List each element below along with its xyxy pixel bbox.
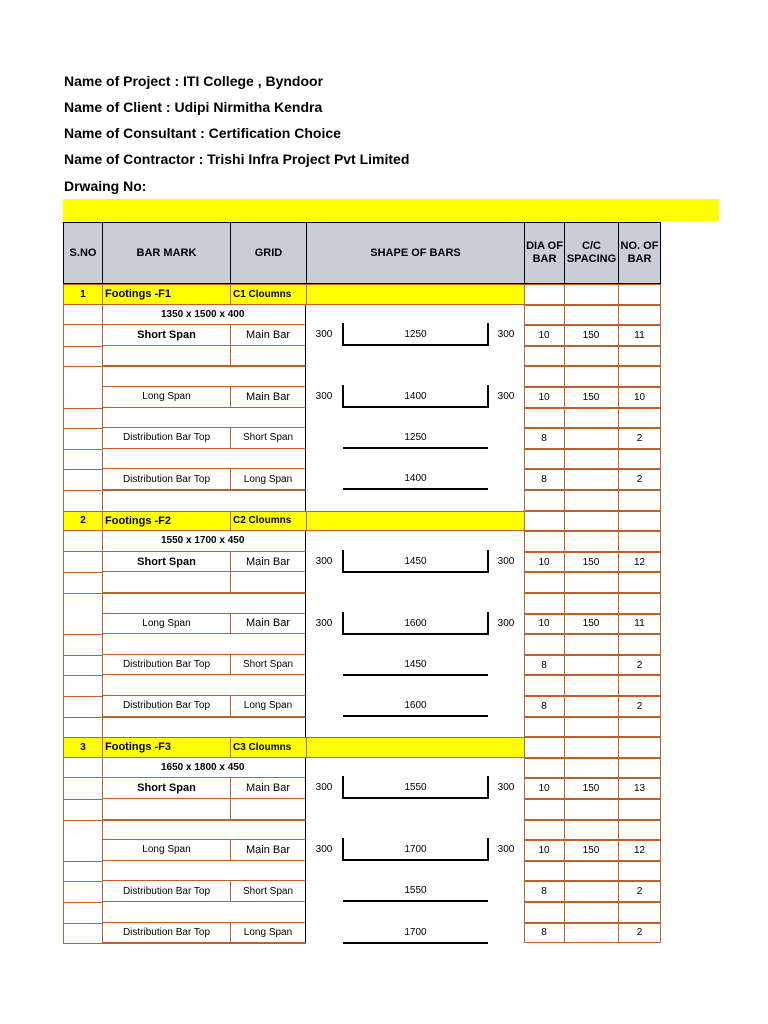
dist-bar-length: 1250 [404,432,427,444]
blank-cell [63,305,102,326]
num-cell [524,284,564,305]
long-span-cc: 150 [582,618,600,630]
dist-long-no: 2 [636,474,643,486]
col-header-sno: S.NO [63,222,102,284]
col-header-bar-mark: BAR MARK [102,222,230,284]
col-header-grid: GRID [230,222,306,284]
num-cell [524,511,564,532]
footing-shape-band [306,284,524,305]
num-cell [618,717,661,738]
hook-left-length: 300 [315,555,333,567]
num-cell [618,305,661,326]
long-span-grid: Main Bar [230,387,306,408]
footing-size: 1550 x 1700 x 450 [102,531,306,552]
blank-cell [63,490,102,511]
blank-cell [63,655,102,676]
blank-cell [63,469,102,490]
bar-length: 1250 [404,329,427,341]
footing-grid: C1 Cloumns [230,284,306,305]
blank-cell [63,799,102,820]
blank-cell [63,325,102,346]
num-cell [618,634,661,655]
blank-cell [63,840,102,861]
short-span-no: 12 [633,556,646,568]
dist-short-no: 2 [636,659,643,671]
num-cell [564,799,618,820]
footing-shape-band [306,737,524,758]
dist-short-label: Distribution Bar Top [102,655,230,676]
long-span-dia: 10 [538,391,550,403]
num-cell [564,696,618,717]
num-cell [524,366,564,387]
num-cell [618,593,661,614]
num-cell [564,449,618,470]
num-cell [564,861,618,882]
blank-cell [63,758,102,779]
bar-hook-right [487,612,489,635]
num-cell [564,758,618,779]
num-cell [564,923,618,944]
hook-right-length: 300 [497,555,515,567]
bar-hook-left [342,612,344,635]
blank-cell [102,449,306,470]
short-span-dia: 10 [538,783,550,795]
drawing-number: Drwaing No: [64,178,147,194]
blank-cell [102,366,306,387]
num-cell [524,408,564,429]
blank-cell [102,408,306,429]
col-header-no-line1: NO. OF [620,240,659,252]
dist-long-dia: 8 [541,700,547,712]
dist-short-grid: Short Span [230,655,306,676]
blank-cell [63,366,102,387]
num-cell [524,490,564,511]
num-cell [524,861,564,882]
num-cell [564,408,618,429]
num-cell [564,346,618,367]
num-cell [564,572,618,593]
num-cell [564,531,618,552]
num-cell [524,675,564,696]
short-span-grid: Main Bar [230,552,306,573]
dist-long-grid: Long Span [230,923,306,944]
num-cell [524,593,564,614]
num-cell [564,634,618,655]
bar-hook-right [487,550,489,573]
num-cell [524,572,564,593]
blank-cell [63,552,102,573]
long-span-label: Long Span [102,840,230,861]
dist-long-dia: 8 [541,927,547,939]
short-span-cc: 150 [582,556,600,568]
bar-hook-left [342,550,344,573]
blank-cell [63,428,102,449]
footing-shape-band [306,511,524,532]
blank-cell [102,572,230,593]
short-span-cc: 150 [582,783,600,795]
num-cell [618,675,661,696]
num-cell [524,449,564,470]
dist-short-dia: 8 [541,886,547,898]
num-cell [618,902,661,923]
dist-long-dia: 8 [541,474,547,486]
bar-hook-right [487,838,489,861]
client-name: Name of Client : Udipi Nirmitha Kendra [64,99,323,115]
long-span-dia: 10 [538,618,550,630]
dist-long-grid: Long Span [230,469,306,490]
dist-bar-length: 1600 [404,700,427,711]
num-cell [564,902,618,923]
num-cell [524,799,564,820]
blank-cell [102,799,230,820]
blank-cell [63,696,102,717]
blank-cell [102,346,230,367]
bar-shape-line [342,406,489,408]
footing-grid: C2 Cloumns [230,511,306,532]
footing-size: 1350 x 1500 x 400 [102,305,306,326]
col-header-dia-line1: DIA OF [526,240,563,252]
hook-left-length: 300 [315,391,333,402]
num-cell [618,799,661,820]
hook-left-length: 300 [315,782,333,794]
num-cell [524,820,564,841]
title-band [63,199,719,221]
blank-cell [63,861,102,882]
long-span-dia: 10 [538,844,550,856]
num-cell [618,531,661,552]
blank-cell [63,634,102,655]
blank-cell [102,593,306,614]
bar-hook-right [487,323,489,346]
hook-left-length: 300 [315,844,333,856]
blank-cell [63,778,102,799]
dist-long-grid: Long Span [230,696,306,717]
blank-cell [230,490,306,511]
blank-cell [102,717,230,738]
num-cell [618,511,661,532]
dist-bar-length: 1550 [404,885,427,897]
bar-shape-line [342,797,489,799]
blank-cell [63,572,102,593]
blank-cell [63,881,102,902]
footing-sno: 3 [63,737,102,758]
contractor-name: Name of Contractor : Trishi Infra Project Pvt Limited [64,151,410,167]
blank-cell [102,820,306,841]
bar-length: 1600 [404,617,427,629]
bar-hook-left [342,323,344,346]
dist-long-label: Distribution Bar Top [102,469,230,490]
num-cell [618,861,661,882]
num-cell [618,284,661,305]
long-span-cc: 150 [582,391,600,403]
col-header-no-line2: BAR [627,253,652,265]
hook-right-length: 300 [497,782,515,794]
footing-name: Footings -F3 [102,737,230,758]
blank-cell [63,614,102,635]
hook-left-length: 300 [315,329,333,341]
short-span-label: Short Span [102,552,230,573]
footing-sno: 1 [63,284,102,305]
col-header-dia [524,222,564,284]
col-header-no [618,222,661,284]
bar-length: 1700 [404,844,427,856]
blank-cell [63,346,102,367]
num-cell [564,490,618,511]
dist-short-label: Distribution Bar Top [102,428,230,449]
footing-sno: 2 [63,511,102,532]
long-span-grid: Main Bar [230,840,306,861]
num-cell [564,737,618,758]
footing-grid: C3 Cloumns [230,737,306,758]
blank-cell [63,923,102,944]
num-cell [618,820,661,841]
num-cell [524,305,564,326]
num-cell [564,593,618,614]
short-span-grid: Main Bar [230,325,306,346]
num-cell [618,737,661,758]
dist-short-no: 2 [636,886,643,898]
long-span-no: 12 [633,844,646,856]
long-span-label: Long Span [102,387,230,408]
blank-cell [230,572,306,593]
blank-cell [63,593,102,614]
col-header-cc-line2: SPACING [566,253,617,265]
num-cell [564,511,618,532]
num-cell [618,449,661,470]
num-cell [618,572,661,593]
blank-cell [63,408,102,429]
num-cell [564,469,618,490]
dist-bar-shape-line [343,447,488,449]
bar-length: 1450 [404,555,427,567]
blank-cell [63,820,102,841]
hook-left-length: 300 [315,617,333,629]
bar-length: 1550 [404,782,427,794]
num-cell [524,531,564,552]
short-span-dia: 10 [538,556,550,568]
num-cell [618,490,661,511]
blank-cell [102,634,306,655]
long-span-grid: Main Bar [230,614,306,635]
dist-long-no: 2 [636,927,643,939]
col-header-cc-line1: C/C [582,240,601,252]
blank-cell [63,902,102,923]
short-span-no: 11 [634,329,645,341]
num-cell [524,737,564,758]
num-cell [564,366,618,387]
num-cell [618,346,661,367]
blank-cell [230,346,306,367]
num-cell [564,284,618,305]
blank-cell [230,799,306,820]
long-span-label: Long Span [102,614,230,635]
blank-cell [230,717,306,738]
short-span-label: Short Span [102,778,230,799]
bar-length: 1400 [404,391,427,402]
short-span-cc: 150 [582,329,600,341]
long-span-no: 11 [634,618,645,630]
bar-shape-line [342,571,489,573]
num-cell [564,305,618,326]
dist-long-no: 2 [636,700,643,712]
short-span-label: Short Span [102,325,230,346]
hook-right-length: 300 [497,329,515,341]
num-cell [564,675,618,696]
dist-short-grid: Short Span [230,881,306,902]
blank-cell [63,675,102,696]
blank-cell [63,387,102,408]
hook-right-length: 300 [497,617,515,629]
table-bottom-rule [63,943,306,944]
dist-bar-length: 1700 [404,926,427,938]
short-span-no: 13 [633,783,646,795]
dist-short-no: 2 [636,432,643,444]
num-cell [564,717,618,738]
bar-hook-left [342,776,344,799]
num-cell [618,408,661,429]
dist-long-label: Distribution Bar Top [102,923,230,944]
bar-shape-line [342,859,489,861]
hook-right-length: 300 [497,844,515,856]
project-name: Name of Project : ITI College , Byndoor [64,73,324,89]
long-span-no: 10 [633,391,646,403]
col-header-cc [564,222,618,284]
hook-right-length: 300 [497,391,515,402]
num-cell [524,902,564,923]
dist-short-label: Distribution Bar Top [102,881,230,902]
bar-hook-right [487,385,489,408]
dist-short-dia: 8 [541,432,547,444]
col-header-shape: SHAPE OF BARS [306,222,524,284]
short-span-grid: Main Bar [230,778,306,799]
num-cell [564,820,618,841]
dist-bar-shape-line [343,488,488,490]
bar-shape-line [342,633,489,635]
blank-cell [102,902,306,923]
long-span-cc: 150 [582,844,600,856]
blank-cell [102,675,306,696]
num-cell [618,366,661,387]
blank-cell [63,531,102,552]
bar-hook-left [342,838,344,861]
num-cell [618,758,661,779]
blank-cell [102,490,230,511]
blank-cell [63,717,102,738]
dist-short-grid: Short Span [230,428,306,449]
num-cell [564,881,618,902]
bar-shape-line [342,344,489,346]
footing-size: 1650 x 1800 x 450 [102,758,306,779]
blank-cell [63,449,102,470]
dist-bar-shape-line [343,942,488,944]
dist-bar-shape-line [343,900,488,902]
col-header-dia-line2: BAR [532,253,557,265]
num-cell [524,717,564,738]
num-cell [524,346,564,367]
dist-short-dia: 8 [541,659,547,671]
consultant-name: Name of Consultant : Certification Choice [64,125,341,141]
bar-hook-right [487,776,489,799]
blank-cell [102,861,306,882]
footing-name: Footings -F2 [102,511,230,532]
short-span-dia: 10 [538,329,550,341]
dist-long-label: Distribution Bar Top [102,696,230,717]
dist-bar-shape-line [343,715,488,717]
dist-bar-length: 1450 [404,658,427,670]
num-cell [564,655,618,676]
num-cell [524,758,564,779]
footing-name: Footings -F1 [102,284,230,305]
dist-bar-length: 1400 [404,473,427,485]
bar-hook-left [342,385,344,408]
num-cell [524,634,564,655]
num-cell [564,428,618,449]
dist-bar-shape-line [343,674,488,676]
